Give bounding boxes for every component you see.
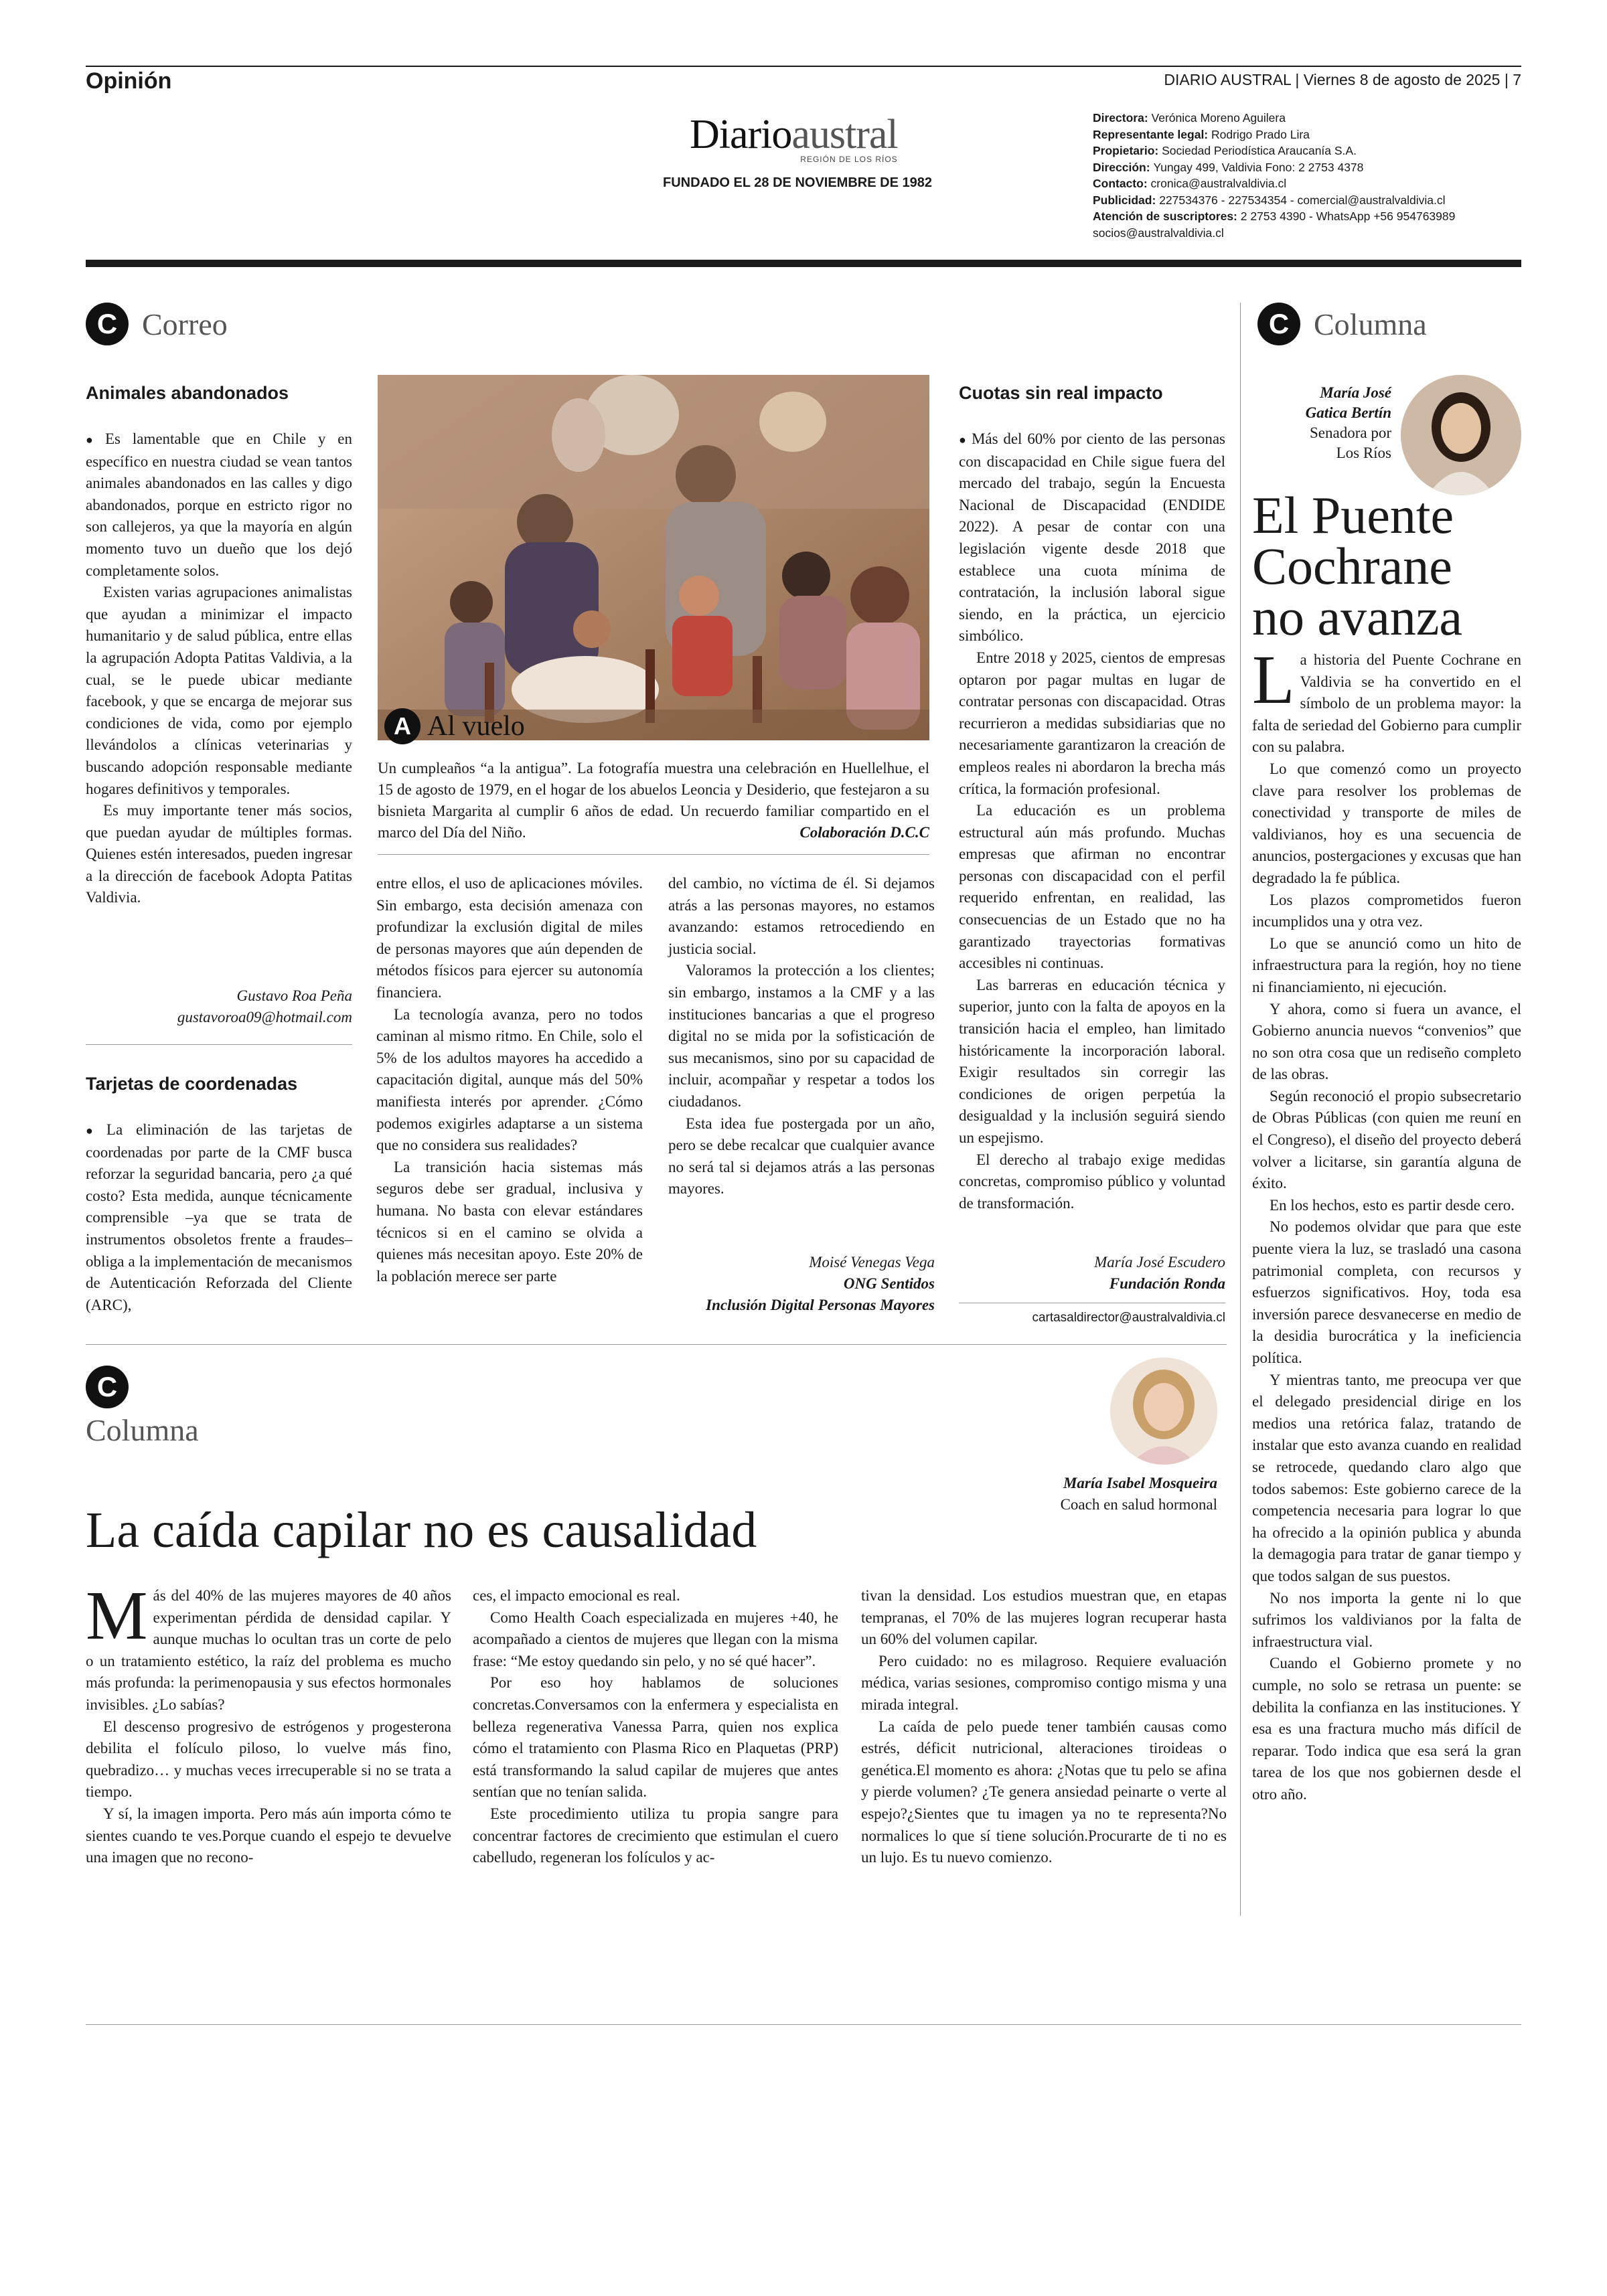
logo-bold: Diario — [690, 112, 792, 157]
right-title-l3: no avanza — [1252, 588, 1462, 646]
right-column-body — [1252, 641, 1521, 1805]
top-rule — [86, 66, 1521, 67]
staff-row — [1093, 159, 1521, 176]
bottom-column-icon: C — [86, 1366, 129, 1408]
logo-light: austral — [791, 112, 898, 157]
letter2-sig-org1: ONG Sentidos — [843, 1275, 935, 1292]
letter1-p3: Es muy importante tener más socios, que puedan ayudar de múltiples formas. Quienes estén interesados, pueden ingresar a la dirección de facebook Adopta Patitas Valdivia. — [86, 802, 352, 906]
staff-label: Publicidad: — [1093, 193, 1160, 207]
letter2-p6: Valoramos la protección a los clientes; sin embargo, instamos a la CMF y a las instituciones bancarias a que el progreso digital no se mida por la sofisticación de sus mecanismos, sino por su capacidad de incluir, acompañar y respetar a todos los ciudadanos. — [668, 962, 935, 1110]
letter2-col2 — [376, 873, 643, 1287]
bottom-p5: Como Health Coach especializada en mujeres +40, he acompañado a cientos de mujeres que llegan con la misma frase: “Me estoy quedando sin pelo, y no sé qué hacer”. — [473, 1609, 838, 1669]
right-p9: Y mientras tanto, me preocupa ver que el delegado presidencial dirige en los medios una retórica falaz, tratando de instalar que esto avanza cuando en realidad se retrocede, quedando claro algo que todos sabemos: Este gobierno carece de la competencia necesaria para lograr lo que ha ofrecido a la opinión publica y abunda la demagogia para tratar de ganar tiempo y que todos salgan de sus puestos. — [1252, 1371, 1521, 1584]
bottom-column-title: La caída capilar no es causalidad — [86, 1502, 757, 1558]
portrait-icon — [1401, 375, 1521, 495]
letter2-p5: del cambio, no víctima de él. Si dejamos atrás a las personas mayores, no estamos avanzando: estamos retrocediendo en justicia social. — [668, 875, 935, 957]
right-author-avatar — [1401, 375, 1521, 495]
letter1-p1: ● Es lamentable que en Chile y en específico en nuestra ciudad se vean tantos animales abandonados en las calles y digo abandonados, porque en estricto rigor no son callejeros, ya que la mayoría en algún momento tuvo un dueño que los dejó completamente solos. — [86, 428, 352, 582]
staff-value: Sociedad Periodística Araucanía S.A. — [1162, 144, 1357, 157]
alvuelo-text: Al vuelo — [427, 711, 525, 742]
staff-row — [1093, 127, 1521, 143]
letter1-p2: Existen varias agrupaciones animalistas que ayudan a minimizar el impacto humanitario y de salud pública, entre ellas la agrupación Adopta Patitas Valdivia, a la cual, se le puede ubicar mediante facebook, y que se encarga de mejorar sus condiciones de vida, como por ejemplo llevándolos a clínicas veterinarias y buscando adopción responsable mediante hogares definitivos y temporales. — [86, 584, 352, 797]
alvuelo-icon: A — [384, 708, 420, 744]
bottom-dropcap: M — [86, 1577, 148, 1654]
alvuelo-photo — [378, 375, 929, 740]
letter3-title: Cuotas sin real impacto — [959, 383, 1163, 403]
right-p1: a historia del Puente Cochrane en Valdivia se ha convertido en el símbolo de un problema mayor: la falta de seriedad del Gobierno para cumplir con su palabra. — [1252, 651, 1521, 756]
letter1-body — [86, 428, 352, 909]
right-p2: Lo que comenzó como un proyecto clave para resolver los problemas de conectividad y transporte de miles de valdivianos, hoy es una secuencia de anuncios, postergaciones y excusas que han degradado la fe pública. — [1252, 760, 1521, 886]
right-p10: No nos importa la gente ni lo que sufrimos los valdivianos por la falta de infraestructura vial. — [1252, 1589, 1521, 1650]
right-role-line1: Senadora por — [1310, 424, 1391, 441]
right-column-icon: C — [1257, 303, 1300, 345]
bottom-p7: Este procedimiento utiliza tu propia sangre para concentrar factores de crecimiento que estimulan el cuero cabelludo, regeneran los folículos y ac- — [473, 1805, 838, 1866]
alvuelo-caption — [378, 758, 929, 843]
right-author-block — [1257, 383, 1391, 463]
bottom-author-name: María Isabel Mosqueira — [1063, 1475, 1217, 1491]
right-author-line2: Gatica Bertín — [1305, 404, 1391, 421]
letter3-body — [959, 428, 1225, 1214]
staff-label: Contacto: — [1093, 177, 1151, 190]
right-p3: Los plazos comprometidos fueron incumplidos una y otra vez. — [1252, 891, 1521, 930]
bottom-p10: La caída de pelo puede tener también causas como estrés, déficit nutricional, alteraciones tiroideas o genética.El momento es ahora: ¿Notas que tu pelo se afina y pierde volumen? ¿Te genera ansiedad peinarte o verte al espejo?¿Sientes que tu imagen ya no te representa?No normalices lo que sí tiene solución.Procurarte de ti no es un lujo. Es tu nuevo comienzo. — [861, 1718, 1227, 1866]
right-p6: Según reconoció el propio subsecretario de Obras Públicas (con quien me reuní en el Congreso), el diseño del proyecto deberá volver a licitarse, sin garantía alguna de éxito. — [1252, 1087, 1521, 1192]
correo-heading — [86, 303, 228, 345]
letter1-sig-name: Gustavo Roa Peña — [236, 987, 352, 1004]
bottom-column-kicker: Columna — [86, 1413, 199, 1447]
bottom-author-block — [924, 1473, 1217, 1515]
bottom-p9: Pero cuidado: no es milagroso. Requiere evaluación médica, varias sesiones, compromiso contigo misma y una mirada integral. — [861, 1652, 1227, 1713]
letter3-p3: La educación es un problema estructural aún más profundo. Muchas empresas que afirman no encontrar personas con discapacidad con el perfil requerido enfrentan, en realidad, las consecuencias de un Estado que no ha garantizado trayectorias formativas accesibles ni continuas. — [959, 802, 1225, 972]
right-column-heading — [1257, 303, 1427, 345]
staff-row — [1093, 175, 1521, 192]
right-p8: No podemos olvidar que para que este puente viera la luz, se trasladó una casona patrimonial completa, con recursos y esfuerzos significativos. Hoy, toda esa inversión parece desvanecerse en medio de la desidia burocrática y la ineficiencia política. — [1252, 1218, 1521, 1366]
right-column-kicker: Columna — [1314, 307, 1427, 341]
alvuelo-caption-text: Un cumpleaños “a la antigua”. La fotografía muestra una celebración en Huellelhue, el 15 de agosto de 1979, en el hogar de los abuelos Leoncia y Desiderio, que festejaron a su bisnieta Margarita al cumplir 6 años de edad. Un recuerdo familiar compartido en el marco del Día del Niño. — [378, 760, 929, 841]
bottom-rule — [86, 2024, 1521, 2025]
staff-value: Rodrigo Prado Lira — [1211, 127, 1310, 141]
section-label: Opinión — [86, 68, 172, 94]
right-column-title — [1252, 486, 1520, 646]
letter3-p5: El derecho al trabajo exige medidas concretas, compromiso público y voluntad de transformación. — [959, 1151, 1225, 1212]
bottom-p8: tivan la densidad. Los estudios muestran que, en etapas tempranas, el 70% de las mujeres logran recuperar hasta un 60% del volumen capilar. — [861, 1587, 1227, 1648]
portrait-icon — [1110, 1358, 1217, 1465]
masthead-rule — [86, 260, 1521, 267]
letter2-sig-name: Moisé Venegas Vega — [809, 1254, 935, 1270]
letter1-sig-email: gustavoroa09@hotmail.com — [177, 1009, 352, 1026]
date-line: DIARIO AUSTRAL | Viernes 8 de agosto de 2025 | 7 — [1164, 71, 1521, 88]
alvuelo-credit: Colaboración D.C.C — [799, 824, 929, 841]
staff-label: Propietario: — [1093, 144, 1162, 157]
staff-value: Yungay 499, Valdivia Fono: 2 2753 4378 — [1153, 160, 1364, 174]
right-p5: Y ahora, como si fuera un avance, el Gobierno anuncia nuevos “convenios” que no son otra cosa que un rediseño completo de las obras. — [1252, 1000, 1521, 1083]
letter3-p1: ● Más del 60% por ciento de las personas con discapacidad en Chile sigue fuera del mercado del trabajo, según la Encuesta Nacional de Discapacidad (ENDIDE 2022). A pesar de contar con una legislación vigente desde 2018 que establece una cuota mínima de contratación, la inclusión laboral sigue siendo, en la práctica, un ejercicio simbólico. — [959, 428, 1225, 647]
right-title-l1: El Puente — [1252, 486, 1454, 544]
letter3-sig-org: Fundación Ronda — [1109, 1275, 1225, 1292]
letter2-sig — [668, 1252, 935, 1316]
letter2-p3: La tecnología avanza, pero no todos caminan al mismo ritmo. En Chile, solo el 5% de los adultos mayores ha accedido a capacitación digital, aunque más del 50% manifiesta interés por aprender. ¿Cómo podemos exigirles adaptarse a un sistema que no considera sus realidades? — [376, 1005, 643, 1154]
right-title-l2: Cochrane — [1252, 537, 1452, 595]
logo-region: REGIÓN DE LOS RÍOS — [800, 155, 898, 164]
letter2-p2: entre ellos, el uso de aplicaciones móviles. Sin embargo, esta decisión amenaza con profundizar la exclusión digital de miles de personas mayores que aún dependen de métodos físicos para ejercer su autonomía financiera. — [376, 875, 643, 1001]
staff-label: Atención de suscriptores: — [1093, 210, 1241, 223]
bottom-section-rule — [86, 1344, 1227, 1345]
staff-value: Verónica Moreno Aguilera — [1151, 111, 1286, 125]
letter1-rule — [86, 1044, 352, 1045]
staff-row — [1093, 143, 1521, 159]
staff-row — [1093, 192, 1521, 209]
founded-line: FUNDADO EL 28 DE NOVIEMBRE DE 1982 — [663, 175, 932, 190]
staff-label: Dirección: — [1093, 160, 1154, 174]
staff-row — [1093, 208, 1521, 225]
bottom-col2 — [473, 1585, 838, 1869]
bottom-col1 — [86, 1577, 451, 1869]
staff-label: Representante legal: — [1093, 127, 1211, 141]
masthead-logo — [690, 111, 898, 164]
staff-value: cronica@australvaldivia.cl — [1150, 177, 1287, 190]
bottom-p2: El descenso progresivo de estrógenos y progesterona debilita el folículo piloso, lo vuelve más fino, quebradizo… y muchas veces irrecuperable si no se trata a tiempo. — [86, 1718, 451, 1801]
letter3-p2: Entre 2018 y 2025, cientos de empresas optaron por pagar multas en lugar de contratar personas con discapacidad. Otras recurrieron a medidas subsidiarias que no necesariamente garantizaron la creación de empleos reales ni abordaron la brecha más crítica, la formación profesional. — [959, 649, 1225, 797]
bottom-p3: Y sí, la imagen importa. Pero más aún importa cómo te sientes cuando te ves.Porque cuando el espejo te devuelve una imagen que no recono- — [86, 1805, 451, 1866]
right-p11: Cuando el Gobierno promete y no cumple, no solo se retrasa un puente: se debilita la confianza en las instituciones. Y esa es una fractura mucho más difícil de reparar. Todo indica que esa será la gran tarea de los que nos gobiernen desde el otro año. — [1252, 1655, 1521, 1803]
bottom-column-heading — [86, 1366, 199, 1448]
letter2-title: Tarjetas de coordenadas — [86, 1074, 298, 1094]
letter2-col3 — [668, 873, 935, 1200]
right-role-line2: Los Ríos — [1336, 444, 1391, 461]
alvuelo-label — [384, 708, 525, 744]
right-author-line1: María José — [1320, 384, 1391, 401]
letter1-title: Animales abandonados — [86, 383, 289, 403]
letter2-p4: La transición hacia sistemas más seguros debe ser gradual, inclusiva y humana. No basta con elevar estándares técnicos si en el camino se olvida a quienes más necesitan apoyo. Este 20% de la población merece ser parte — [376, 1158, 643, 1285]
staff-row — [1093, 225, 1521, 242]
bottom-col3 — [861, 1585, 1227, 1869]
bottom-author-avatar — [1110, 1358, 1217, 1465]
letter2-col1 — [86, 1119, 352, 1316]
letter2-p7: Esta idea fue postergada por un año, pero se debe recalcar que cualquier avance no será tal si dejamos atrás a las personas mayores. — [668, 1115, 935, 1198]
letter3-sig-name: María José Escudero — [1094, 1254, 1225, 1270]
staff-label: Directora: — [1093, 111, 1152, 125]
bottom-p6: Por eso hoy hablamos de soluciones concretas.Conversamos con la enfermera y especialista en belleza regenerativa Vanessa Parra, quien nos explica cómo el tratamiento con Plasma Rico en Plaquetas (PRP) está transformando la salud capilar de mujeres que antes sentían que no tenían salida. — [473, 1674, 838, 1801]
letter3-sig — [959, 1252, 1225, 1295]
letter2-p1: ● La eliminación de las tarjetas de coordenadas por parte de la CMF busca reforzar la seguridad bancaria, pero ¿a qué costo? Esta medida, aunque técnicamente comprensible –ya que se trata de instrumentos obsoletos frente a fraudes– obliga a la implementación de mecanismos de Autenticación Reforzada del Cliente (ARC), — [86, 1119, 352, 1316]
letters-email[interactable]: cartasaldirector@australvaldivia.cl — [1032, 1311, 1225, 1325]
staff-value: 2 2753 4390 - WhatsApp +56 954763989 — [1240, 210, 1456, 223]
alvuelo-rule — [378, 854, 929, 855]
bottom-p4: ces, el impacto emocional es real. — [473, 1587, 680, 1604]
staff-value: socios@australvaldivia.cl — [1093, 226, 1224, 240]
right-p4: Lo que se anunció como un hito de infraestructura para la región, hoy no tiene ni financiamiento, ni ejecución. — [1252, 934, 1521, 995]
staff-value: 227534376 - 227534354 - comercial@australvaldivia.cl — [1159, 193, 1446, 207]
bottom-p1: ás del 40% de las mujeres mayores de 40 años experimentan pérdida de densidad capilar. Y aunque muchas lo ocultan tras un corte de pelo o un tratamiento estético, la raíz del problema es mucho más profunda: la perimenopausia y sus efectos hormonales invisibles. ¿Lo sabías? — [86, 1587, 451, 1713]
correo-kicker: Correo — [142, 307, 228, 341]
letter3-p4: Las barreras en educación técnica y superior, junto con la falta de apoyos en la transición hacia el empleo, han limitado históricamente la incorporación laboral. Exigir resultados sin corregir las condiciones de origen perpetúa la desigualdad y la inclusión seguirá siendo un espejismo. — [959, 976, 1225, 1146]
letter1-sig — [86, 985, 352, 1028]
correo-icon: C — [86, 303, 129, 345]
birthday-photo-icon — [378, 375, 929, 740]
staff-row — [1093, 110, 1521, 127]
right-dropcap: L — [1252, 641, 1295, 718]
staff-box — [1093, 110, 1521, 241]
bottom-author-role: Coach en salud hormonal — [1060, 1496, 1217, 1513]
letter2-sig-org2: Inclusión Digital Personas Mayores — [706, 1297, 935, 1313]
column-divider — [1240, 303, 1241, 1916]
right-p7: En los hechos, esto es partir desde cero. — [1270, 1196, 1515, 1214]
